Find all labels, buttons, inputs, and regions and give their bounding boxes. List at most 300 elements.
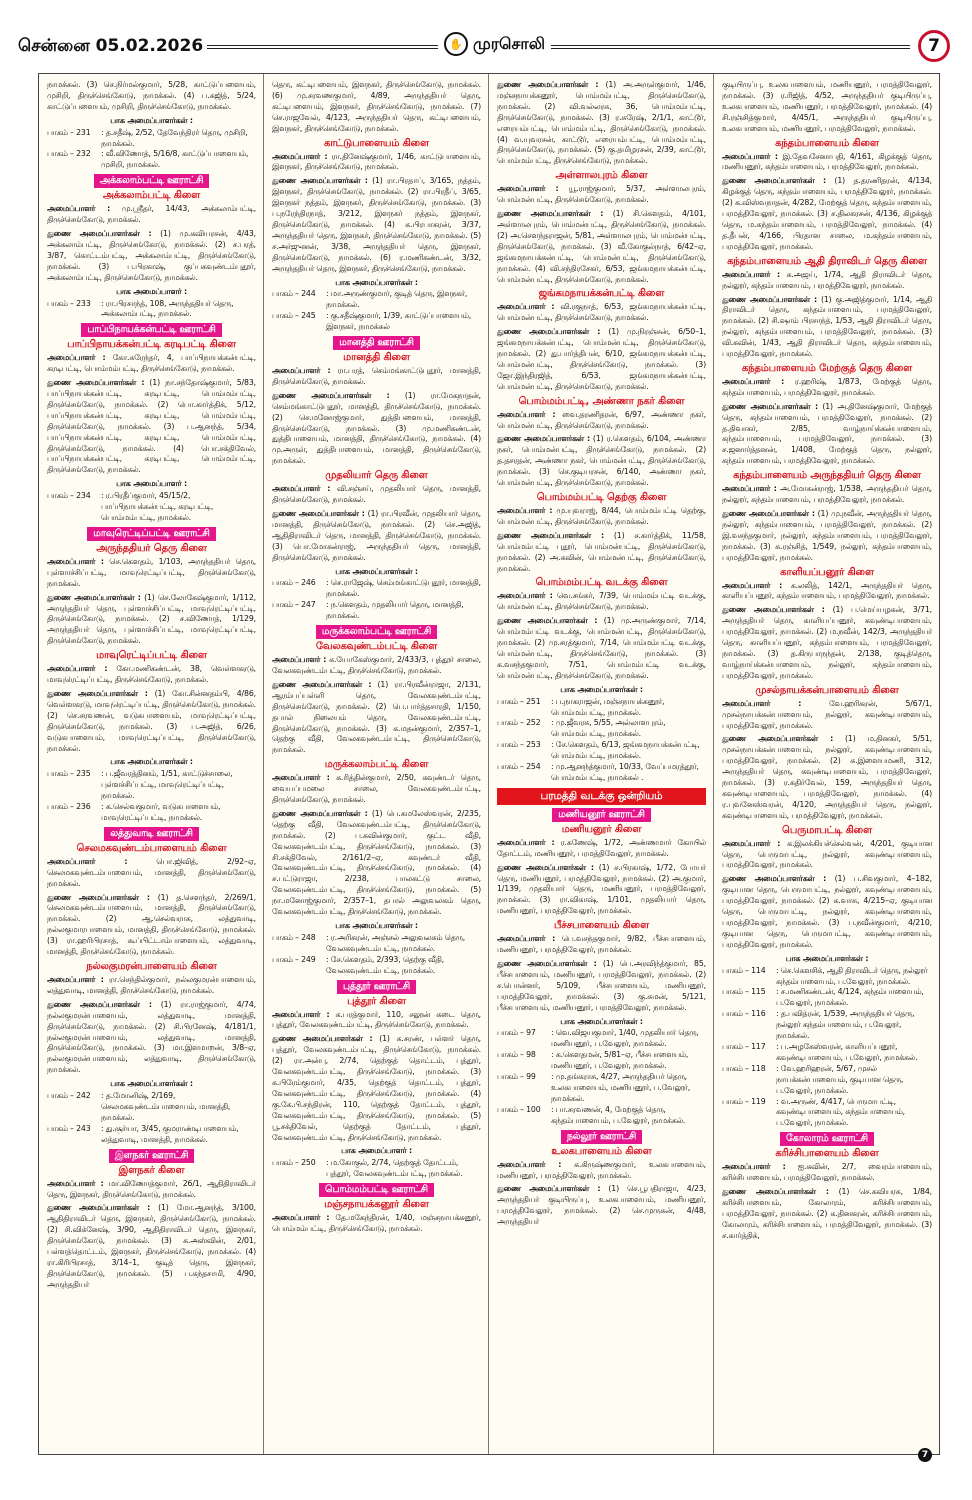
- entry-text: (1) ரா.பிரவீன், முதலியார் தெரு, மானத்தி, திருச்செங்கோடு, நாமக்கல். (2) செ.அஜித், ஆதிதிராவிடர் தெரு, மானத்தி, திருச்செங்கோடு, நாமக்கல். (3) பொ.மோகன்ராஜ், அருந்ததியர் தெரு, மானத்தி, திருச்செங்கோடு, நாமக்கல்.: [272, 509, 481, 562]
- role-label: அமைப்பாளர் :: [497, 184, 559, 194]
- role-label: அமைப்பாளர் :: [47, 353, 106, 363]
- panchayat-name: பாப்பிநாயக்கன்பட்டி ஊராட்சி: [81, 323, 221, 337]
- role-label: துணை அமைப்பாளர்கள் :: [497, 862, 594, 872]
- deputy-organizers-entry: [497, 434, 706, 489]
- role-label: துணை அமைப்பாளர்கள் :: [272, 1034, 373, 1044]
- role-label: அமைப்பாளர் :: [47, 1178, 104, 1188]
- panchayat-banner: [47, 827, 256, 841]
- role-label: துணை அமைப்பாளர்கள் :: [722, 874, 827, 884]
- entry-text: (1) அ.தினேஷ்குமார், மேற்குத் தெரு, கந்தம்பாளையம், பரமத்திவேலூர், நாமக்கல். (2) த.திவாகர், 2/85, வாழ்நாய்க்கன்பாளையம், கந்தம்பாளையம், பரமத்திவேலூர், நாமக்கல். (3) ச.ஜனார்த்தனன், 1/408, மேற்குத் தெரு, நல்லூர், கந்தம்பாளையம், பரமத்திவேலூர், நாமக்கல்.: [722, 401, 932, 466]
- deputy-organizers-entry: [47, 593, 256, 648]
- ward-number: பாகம் – 97: [497, 1028, 536, 1038]
- role-label: துணை அமைப்பாளர்கள் :: [272, 509, 365, 518]
- role-label: துணை அமைப்பாளர்கள் :: [722, 401, 818, 411]
- ward-number: பாகம் – 251: [497, 696, 541, 706]
- entry-text: (1) ரா.ராஜ்குமார், 4/74, நல்லகுமரன்பாளையம், லத்துவாடி, மானத்தி, திருச்செங்கோடு, நாமக்கல். (2) சி.பிரனேஷ், 4/181/1, நல்லகுமரன்பாளையம், லத்துவாடி, மானத்தி, திருச்செங்கோடு, நாமக்கல். (3) மா.இளமாறன், 3/8–ஏ, நல்லகுமரன்பாளையம், லத்துவாடி, திருச்செங்கோடு, நாமக்கல்.: [47, 999, 256, 1075]
- branch-heading: காட்டுபாளையம் கிளை: [324, 137, 429, 149]
- panchayat-banner: [722, 1132, 932, 1146]
- panchayat-banner: [272, 336, 481, 350]
- ward-number: பாகம் – 246: [272, 578, 316, 588]
- panchayat-banner: [272, 980, 481, 994]
- entry-text: யூ.ராஜ்குமார், 5/37, அள்ளாலபுரம், பொம்மன்பட்டி, திருச்செங்கோடு, நாமக்கல்.: [497, 184, 706, 205]
- role-label: அமைப்பாளர் :: [722, 580, 783, 590]
- branch-heading: மானத்தி கிளை: [343, 352, 410, 364]
- deputy-organizers-entry: [722, 509, 932, 564]
- entry-text: மு.ஸ்ரீதர், 14/43, அக்கலாம்பட்டி, திருச்செங்கோடு, நாமக்கல்.: [47, 204, 256, 225]
- ward-organizer: : க.கௌதமன், 5/81–ஏ, பீச்சபாளையம், மணியனூர், ப.வேலூர், நாமக்கல்.: [551, 1050, 689, 1071]
- entry-text: வெ.சங்கர், 7/39, பொம்மம்பட்டி வடக்கு, பொம்மன்பட்டி, திருச்செங்கோடு, நாமக்கல்.: [497, 591, 706, 612]
- drum-emblem-icon: ✋: [444, 32, 468, 56]
- role-label: அமைப்பாளர் :: [497, 506, 553, 515]
- entry-text: (1) த.தரணிதரன், 4/134, கிழக்குத் தெரு, கந்தம்பாளையம், பரமத்திவேலூர், நாமக்கல். (2) க.விஸ்வநாதன், 4/282, மேற்குத் தெரு, கந்தம்பாளையம், பரமத்திவேலூர், நாமக்கல். (3) ச.திலகரசன், 4/136, கிழக்குத் தெரு, ம.கந்தம்பாளையம், பரமத்திவேலூர், நாமக்கல். (4) த.தீபன், 4/166, பிரதான சாலை, ம.கந்தம்பாளையம், பரமத்திவேலூர், நாமக்கல்.: [722, 176, 932, 251]
- ward-row: [497, 1072, 706, 1105]
- ward-organizer: : மு.ஆனந்த்குமார், 10/33, வேப்பமரத்தூர், பொம்மம்பட்டி, நாமக்கல் .: [551, 762, 699, 782]
- masthead: [18, 30, 950, 64]
- ward-row: [47, 128, 256, 150]
- ward-organizer: : ர.பிரதீப்குமார், 45/15/2, பாப்பிநாயக்கன்பட்டி, கரடிபட்டி, பொம்மம்பட்டி, நாமக்கல்.: [101, 491, 214, 522]
- ward-number: பாகம் – 252: [497, 718, 541, 728]
- ward-number: பாகம் – 248: [272, 932, 316, 942]
- deputy-organizers-entry: [47, 1000, 256, 1076]
- role-label: அமைப்பாளர் :: [722, 838, 781, 848]
- ward-organizer: : சே.கௌதம், 2/393, தெற்கு வீதி, வேலகவுண்டம்பட்டி, நாமக்கல்.: [326, 954, 444, 975]
- ward-number: பாகம் – 245: [272, 311, 316, 321]
- branch-heading: கரிச்சிபாளையம் கிளை: [775, 1148, 879, 1160]
- ward-number: பாகம் – 250: [272, 1158, 316, 1168]
- ward-number: பாகம் – 242: [47, 1091, 91, 1101]
- branch-heading: உலகபாளையம் கிளை: [551, 1145, 652, 1157]
- entry-text: செ.கௌதம், 1/103, அருந்ததியர் தெரு, புள்ளாச்சிப்பட்டி, மாவுரெட்டிப்பட்டி, திருச்செங்கோடு, நாமக்கல்.: [47, 556, 256, 588]
- paper-name: முரசொலி: [473, 33, 545, 53]
- role-label: அமைப்பாளர் :: [272, 1213, 330, 1223]
- role-label: அமைப்பாளர் :: [497, 934, 556, 944]
- ward-organizer: : கு.சதீஷ்குமார், 1/39, காட்டுப்பாளையம், இளநகர், நாமக்கல்: [326, 311, 472, 332]
- entry-text: க.யோகேஸ்குமார், 2/433/3, புத்தூர் சாலை, வேலகவுண்டம்பட்டி, திருச்செங்கோடு, நாமக்கல்.: [272, 655, 481, 675]
- entry-text: (1) மு.நிரஞ்சன், 6/50–1, ஜங்கமநாயக்கன்பட்டி, பொம்மன்பட்டி, திருச்செங்கோடு, நாமக்கல். (2) து.பார்த்திபன், 6/10, ஜங்கமநாயக்கன்பட்டி, பொம்மன்பட்டி, திருச்செங்கோடு, நாமக்கல். (3) ஜோ.இந்திரஜித், 6/53, ஜங்கமநாயக்கன்பட்டி, பொம்மன்பட்டி, திருச்செங்கோடு, நாமக்கல்.: [497, 327, 706, 391]
- edition-date: சென்னை 05.02.2026: [18, 36, 207, 58]
- organizer-entry: [272, 773, 481, 806]
- ward-row: [722, 1009, 932, 1042]
- branch-heading: மாவுரெட்டிப்பட்டி கிளை: [96, 650, 207, 662]
- organizer-entry: [497, 838, 706, 860]
- ward-row: [47, 491, 256, 524]
- ward-number: பாகம் – 115: [722, 987, 766, 997]
- entry-text: ர.ஹரிஷ், 1/873, மேற்குத் தெரு, கந்தம்பாளையம், பரமத்திவேலூர், நாமக்கல்.: [722, 376, 932, 397]
- entry-text: (1) மு.அருண்குமார், 7/14, பொம்மம்பட்டி வடக்கு, பொம்மன்பட்டி, திருச்செங்கோடு, நாமக்கல். (2) மு.சரத்குமார், 7/14, பொம்மம்பட்டி வடக்கு, பொம்மன்பட்டி, திருச்செங்கோடு, நாமக்கல். (3) க.வசந்தகுமார், 7/51, பொம்மம்பட்டி வடக்கு, பொம்மன்பட்டி, திருச்செங்கோடு, நாமக்கல்.: [497, 616, 706, 680]
- ward-organizer: : ந.கௌதம், முதலியார் தெரு, மானத்தி, நாமக்கல்.: [326, 600, 464, 621]
- ward-number: பாகம் – 232: [47, 149, 91, 159]
- panchayat-banner: [47, 174, 256, 188]
- deputy-organizers-entry: [722, 605, 932, 681]
- entry-text: (1) ம.தினகர், 5/51, முசல்நாயக்கன்பாளையம், நல்லூர், கவுண்டிபாளையம், பரமத்திவேலூர், நாமக்கல். (2) க.இளையமணி, 312, அருந்ததியர் தெரு, கவுண்டிபாளையம், பரமத்திவேலூர், நாமக்கல். (3) ர.கதிர்வேல், 159, அருந்ததியர் தெரு, கவுண்டிபாளையம், பரமத்திவேலூர், நாமக்கல். (4) ர.புவனேஸ்வரன், 4/120, அருந்ததியர் தெரு, நல்லூர், கவுண்டிபாளையம், பரமத்திவேலூர், நாமக்கல்.: [722, 734, 932, 820]
- organizer-entry: [47, 557, 256, 590]
- branch-heading: காளியப்பனூர் கிளை: [780, 566, 874, 578]
- ward-row: [497, 762, 706, 784]
- branch-heading: புத்தூர் கிளை: [347, 995, 406, 1007]
- subheading: பாக அமைப்பாளர்கள் :: [110, 115, 193, 125]
- role-label: அமைப்பாளர் :: [722, 698, 802, 708]
- role-label: அமைப்பாளர் :: [722, 376, 785, 386]
- ward-row: [47, 802, 256, 824]
- page-number-badge: 7: [918, 30, 950, 62]
- ward-number: பாகம் – 236: [47, 802, 91, 812]
- role-label: துணை அமைப்பாளர்கள் :: [722, 294, 817, 304]
- organizer-entry: [722, 484, 932, 506]
- deputy-organizers-entry: [722, 402, 932, 467]
- entry-text: வி.ரகுநாத், 6/53, ஜங்கமநாயக்கன்பட்டி, பொம்மன்பட்டி, திருச்செங்கோடு, நாமக்கல்.: [497, 302, 706, 323]
- ward-number: பாகம் – 243: [47, 1123, 91, 1133]
- role-label: துணை அமைப்பாளர்கள் :: [272, 176, 368, 186]
- deputy-organizers-entry: [722, 1187, 932, 1242]
- entry-text: (1) க.சரண், பள்ளர் தெரு, புத்தூர், வேலகவுண்டம்பட்டி, திருச்செங்கோடு, நாமக்கல். (2) ரா.அன்பு, 2/74, தெற்குத் தொட்டம், புத்தூர், வேலகவுண்டம்பட்டி, திருச்செங்கோடு, நாமக்கல். (3) க.பிரேம்குமார், 4/35, தெற்குத் தொட்டம், புத்தூர், வேலகவுண்டம்பட்டி, திருச்செங்கோடு, நாமக்கல். (4) கு.கே.பி.சந்திரன், 110, தெற்குத் தோட்டம், புத்தூர், வேலகவுண்டம்பட்டி, திருச்செங்கோடு, நாமக்கல். (5) பூ.சக்திவேல், தெற்குத் தோட்டம், புத்தூர், வேலகவுண்டம்பட்டி, திருச்செங்கோடு, நாமக்கல்.: [272, 1034, 481, 1142]
- ward-organizer: : மா.அருண்குமார், குடித் தெரு, இளநகர், நாமக்கல்.: [326, 289, 468, 310]
- entry-text: (1) பெ.அரவிந்த்குமார், 85, பீச்சபாளையம், மணியனூர், பரமத்திவேலூர், நாமக்கல். (2) ச.பொன்னர், 5/109, பீச்சபாளையம், மணியனூர், பரமத்திவேலூர், நாமக்கல். (3) கு.சுமன், 5/121, பீச்சபாளையம், மணியனூர், பரமத்திவேலூர், நாமக்கல்.: [497, 959, 706, 1012]
- organizer-entry: [47, 1179, 256, 1201]
- panchayat-name: புத்தூர் ஊராட்சி: [337, 980, 416, 994]
- ward-organizer: : சே.கௌதம், 6/13, ஜங்கமநாயக்கன்பட்டி, பொம்மம்பட்டி, நாமக்கல்.: [551, 740, 700, 761]
- branch-heading: கந்தம்பாளையம் கிளை: [775, 137, 879, 149]
- entry-text: இ.தேவசேனாபதி, 4/161, கிழக்குத் தெரு, மணியனூர், கந்தம்பாளையம், பரமத்திவேலூர், நாமக்கல்.: [722, 151, 932, 172]
- ward-organizer: : ப.ஜீவரத்தினம், 1/51, காட்டுச்சாலை, புள்ளச்சிப்பட்டி, மாவுரெட்டிப்பட்டி, நாமக்கல்.: [101, 769, 233, 801]
- column-1: [39, 74, 264, 1454]
- organizer-entry: [47, 353, 256, 375]
- ward-organizer: : வீ.விணோத், 5/16/8, காட்டுப்பாளையம், முசிறி, நாமக்கல்.: [101, 149, 249, 170]
- union-heading-bar: பரமத்தி வடக்கு ஒன்றியம்: [497, 788, 706, 805]
- entry-text: (1) பெ.கமலேஸ்வரன், 2/235, தெற்கு வீதி, வேலகவுண்டம்பட்டி, திருச்செங்கோடு, நாமக்கல். (2) ப.கவின்குமார், குட்ட வீதி, வேலகவுண்டம்பட்டி, திருச்செங்கோடு, நாமக்கல். (3) சி.சக்திவேல், 2/161/2–ஏ, கவுண்டர் வீதி, வேலகவுண்டம்பட்டி, திருச்செங்கோடு, நாமக்கல். (4) ச.பட்டுராஜா, 2/238, பாலகட்டு சாலை, வேலகவுண்டம்பட்டி, திருச்செங்கோடு, நாமக்கல். (5) நா.மனோஜ்குமார், 2/357–1, தபால் அலுவலகம் தெரு, வேலகவுண்டம்பட்டி, திருச்செங்கோடு, நாமக்கல்.: [272, 808, 481, 917]
- entry-text: (1) ரா.பிரதாப், 3/165, நத்தம், இளநகர், திருச்செங்கோடு, நாமக்கல். (2) ரா.பிரதீப், 3/65, இளநகர் நத்தம், இளநகர், திருச்செங்கோடு, நாமக்கல். (3) ப.நரேந்திரநாத், 3/212, இளநகர் நத்தம், இளநகர், திருச்செங்கோடு, நாமக்கல். (4) க.பிரபாகரன், 3/37, அருந்ததியர் தெரு, இளநகர், திருச்செங்கோடு, நாமக்கல். (5) ச.அர்ஜுனன், 3/38, அருந்ததியர் தெரு, இளநகர், திருச்செங்கோடு, நாமக்கல். (6) ர.மணிகண்டன், 3/32, அருந்ததியர் தெரு, இளநகர், திருச்செங்கோடு, நாமக்கல்.: [272, 176, 481, 273]
- organizer-entry: [722, 270, 932, 292]
- entry-text: (1) மு.நவீன், அருந்ததியர் தெரு, நல்லூர், கந்தம்பாளையம், பரமத்திவேலூர், நாமக்கல். (2) இ.வசந்தகுமார், நல்லூர், கந்தம்பாளையம், பரமத்திவேலூர், நாமக்கல். (3) சு.ரஞ்சித், 1/549, நல்லூர், கந்தம்பாளையம், பரமத்திவேலூர், நாமக்கல்.: [722, 509, 932, 562]
- subheading: பாக அமைப்பாளர்கள் :: [560, 684, 643, 694]
- ward-row: [272, 289, 481, 311]
- role-label: அமைப்பாளர் :: [722, 484, 777, 494]
- deputy-organizers-entry: [47, 1203, 256, 1290]
- entry-text: (1) செ.கவியரசு, 1/84, கரிச்சிபாளையம், கோலாரம், கரிச்சிபாளையம், பரமத்திவேலூர், நாமக்கல். (2) க.தினகரன், கரிச்சிபாளையம், கோலாரம், கரிச்சிபாளையம், பரமத்திவேலூர், நாமக்கல். (3) ச.கார்த்திக்,: [722, 1187, 932, 1240]
- ward-number: பாகம் – 235: [47, 769, 91, 779]
- role-label: துணை அமைப்பாளர்கள் :: [497, 530, 604, 540]
- ward-row: [497, 1105, 706, 1127]
- ward-organizer: : மு.தங்கராசு, 4/27, அருந்ததியர் தெரு, உலகபாளையம், மணியனூர், ப.வேலூர், நாமக்கல்.: [551, 1072, 691, 1103]
- organizer-entry: [47, 664, 256, 686]
- branch-heading: இளநகர் கிளை: [118, 1164, 185, 1176]
- role-label: துணை அமைப்பாளர்கள் :: [272, 390, 390, 400]
- entry-text: குடியிருப்பு, உலகபாளையம், மணியனூர், பரமத்திவேலூர், நாமக்கல். (3) ர.ரிஜித், 4/52, அருந்ததியர் குடியிருப்பு, உலகபாளையம், மணியனூர், பரமத்திவேலூர், நாமக்கல். (4) சி.ரஞ்சித்குமார், 4/45/1, அருந்ததியர் குடியிருப்பு, உலகபாளையம், மணியனூர், பரமத்திவேலூர், நாமக்கல்.: [722, 80, 932, 133]
- ward-number: பாகம் – 99: [497, 1072, 536, 1082]
- panchayat-name: மாவுரெட்டிப்பட்டி ஊராட்சி: [87, 527, 215, 541]
- role-label: அமைப்பாளர் :: [47, 664, 108, 674]
- role-label: துணை அமைப்பாளர்கள் :: [272, 679, 372, 689]
- ward-row: [722, 1097, 932, 1130]
- entry-text: மு.யுவராஜ், 8/44, பொம்மம்பட்டி தெற்கு, பொம்மன்பட்டி, திருச்செங்கோடு, நாமக்கல்.: [497, 506, 706, 526]
- footer-page-number: 7: [918, 1448, 932, 1462]
- panchayat-banner: [497, 1130, 706, 1144]
- entry-text: (1) ப.சிவகுமார், 4–182, குடியான தெரு, பெருமாபட்டி, நல்லூர், கவுண்டிபாளையம், பரமத்திவேலூர், நாமக்கல். (2) க.வாசு, 4/215–ஏ, குடியான தெரு, பெருமாபட்டி, நல்லூர், கவுண்டிபாளையம், பரமத்திவேலூர், நாமக்கல். (3) ப.நவீன்குமார், 4/210, குடியான தெரு, பெருமாபட்டி, கவுண்டிபாளையம், பரமத்திவேலூர், நாமக்கல்.: [722, 874, 932, 949]
- ward-organizer: : ர.அரிகரன், அஞ்சல் அலுவலகம் தெரு, வேலகவுண்டம்பட்டி, நாமக்கல்.: [326, 932, 466, 953]
- organizer-entry: [497, 184, 706, 206]
- organizer-entry: [47, 204, 256, 226]
- ward-organizer: : ப.நாகராஜன், மஞ்சநாயக்கனூர், பொம்மம்பட்டி, நாமக்கல்.: [551, 696, 665, 717]
- entry-text: நாமக்கல். (3) செ.நிர்மல்குமார், 5/28, காட்டுப்பளையம், முசிறி, திருச்செங்கோடு, நாமக்கல். (4) ப.கஜித், 5/24, காட்டுப்பளையம், முசிறி, திருச்செங்கோடு, நாமக்கல்.: [47, 80, 256, 111]
- panchayat-banner: [47, 1149, 256, 1163]
- entry-text: ஐ.கவின், 2/7, வைரம்பாளையம், கரிச்சிபாளையம், பரமத்திவேலூர், நாமக்கல்.: [722, 1162, 932, 1183]
- entry-text: ரா.பரத், செம்மங்காட்டுபுதூர், மானத்தி, திருச்செங்கோடு, நாமக்கல்.: [272, 366, 481, 386]
- deputy-organizers-entry: [722, 295, 932, 360]
- deputy-organizers-entry: [272, 680, 481, 756]
- ward-row: [272, 311, 481, 333]
- deputy-organizers-entry: [272, 809, 481, 918]
- role-label: துணை அமைப்பாளர்கள் :: [47, 378, 145, 388]
- panchayat-banner: [272, 625, 481, 639]
- branch-heading: வேலகவுண்டம்பட்டி கிளை: [315, 641, 438, 653]
- panchayat-banner: [47, 527, 256, 541]
- ward-number: பாகம் – 116: [722, 1009, 766, 1019]
- entry-text: ர.கணேஷ், 1/72, அண்ணமார் கோயில் தோட்டம், மணியனூர், பரமத்திவேலூர், நாமக்கல்.: [497, 837, 706, 858]
- organizer-entry: [272, 484, 481, 506]
- role-label: அமைப்பாளர் :: [47, 556, 104, 566]
- branch-heading: முசல்நாயக்கன்பாளையம் கிளை: [755, 684, 899, 696]
- ward-row: [722, 966, 932, 988]
- role-label: அமைப்பாளர் :: [272, 151, 328, 161]
- subheading: பாக அமைப்பாளர்கள் :: [335, 277, 418, 287]
- branch-heading: நல்லகுமரன்பாளையம் கிளை: [86, 961, 217, 972]
- panchayat-name: இளநகர் ஊராட்சி: [109, 1149, 195, 1163]
- ward-organizer: : ரா.பிரசாந்த், 108, அருந்ததியர் தெரு, அக்கலாம்பட்டி, நாமக்கல்.: [101, 298, 234, 319]
- role-label: அமைப்பாளர் :: [497, 591, 553, 601]
- deputy-organizers-entry: [47, 689, 256, 754]
- organizer-entry: [497, 934, 706, 956]
- deputy-organizers-entry: [722, 176, 932, 252]
- subheading: பாக அமைப்பாளர் :: [116, 286, 187, 296]
- column-3: [489, 74, 714, 1454]
- ward-row: [272, 578, 481, 600]
- entry-text: தே.மகேந்திரன், 1/40, மஞ்சநாயக்கனூர், பொம்மம்பட்டி, திருச்செங்கோடு, நாமக்கல்.: [272, 1213, 481, 1234]
- branch-heading: கந்தம்பாளையம் ஆதி திராவிடர் தெரு கிளை: [727, 255, 927, 267]
- deputy-organizers-entry: [272, 176, 481, 274]
- organizer-entry: [272, 655, 481, 677]
- role-label: அமைப்பாளர் :: [272, 366, 331, 376]
- ward-organizer: : து.சூர்யா, 3/45, குமராண்டிபாளையம், லத்துவாடி, மானத்தி, நாமக்கல்.: [101, 1123, 239, 1144]
- role-label: துணை அமைப்பாளர்கள் :: [497, 959, 597, 968]
- ward-number: பாகம் – 119: [722, 1096, 766, 1106]
- deputy-organizers-entry: [272, 1034, 481, 1143]
- ward-number: பாகம் – 234: [47, 491, 91, 501]
- role-label: அமைப்பாளர் :: [722, 1162, 786, 1172]
- entry-text: (1) செ.பூபதிராஜா, 4/23, அருந்ததியர் குடியிருப்பு, உலகபாளையம், மணியனூர், பரமத்திவேலூர், நாமக்கல். (2) செ.முருகன், 4/48, அருந்ததியர்: [497, 1184, 706, 1227]
- organizer-entry: [722, 839, 932, 872]
- organizer-entry: [722, 699, 932, 732]
- panchayat-name: லத்துவாடி ஊராட்சி: [104, 827, 199, 841]
- role-label: துணை அமைப்பாளர்கள் :: [47, 229, 152, 239]
- entry-text: (1) மோ.ஆனந்த், 3/100, ஆதிதிராவிடர் தெரு, இளநகர், திருச்செங்கோடு, நாமக்கல். (2) சி.விக்னேஷ், 3/90, ஆதிதிராவிடர் தெரு, இளநகர், திருச்செங்கோடு, நாமக்கல். (3) க.அஸ்வின், 2/01, பள்ளத்தொட்டம், இளநகர், திருச்செங்கோடு, நாமக்கல். (4) ரா.கிரிபிரசாத், 3/14–1, குடித் தெரு, இளநகர், திருச்செங்கோடு, நாமக்கல். (5) ப.கந்தசாமி, 4/90, அருந்ததியர்: [47, 1203, 256, 1289]
- ward-number: பாகம் – 244: [272, 289, 316, 299]
- organizer-entry: [497, 302, 706, 324]
- paper-brand: [438, 32, 551, 56]
- entry-text: (1) சி.கௌதம், 4/101, அள்ளாலபுரம், பொம்மன்பட்டி, திருச்செங்கோடு, நாமக்கல். (2) அ.சௌந்தராஜன், 5/81, அள்ளாலபுரம், பொம்மன்பட்டி, திருச்செங்கோடு, நாமக்கல். (3) வீ.கோகுல்நாத், 6/42–ஏ, ஜங்கமநாயக்கன்பட்டி, பொம்மன்பட்டி, திருச்செங்கோடு, நாமக்கல். (4) வி.சந்திரசேகர், 6/53, ஜங்கமநாயக்கன்பட்டி, பொம்மன்பட்டி, திருச்செங்கோடு, நாமக்கல்.: [497, 209, 706, 284]
- entry-text: (1) ச.பிரகாஷ், 1/72, போயர் தெரு, மணியனூர், பரமத்திவேலூர், நாமக்கல். (2) அ.குமார், 1/139, முதலியார் தெரு, மணியனூர், பரமத்திவேலூர், நாமக்கல். (3) ரா.விகாஷ், 1/101, முதலியார் தெரு, மணியனூர், பரமத்திவேலூர், நாமக்கல்.: [497, 862, 706, 916]
- ward-organizer: : மு.ஜீவரசு, 5/55, அல்லாளபுரம், பொம்மம்பட்டி, நாமக்கல்.: [551, 718, 666, 739]
- subheading: பாக அமைப்பாளர்கள் :: [110, 757, 193, 767]
- ward-row: [47, 769, 256, 802]
- entry-text: (1) செ.லோகேஷ்குமார், 1/112, அருந்ததியர் தெரு, புள்ளாச்சிப்பட்டி, மாவுரெட்டிப்பட்டி, திருச்செங்கோடு, நாமக்கல். (2) ச.விணோத், 1/129, அருந்ததியர் தெரு, புள்ளாச்சிப்பட்டி, மாவுரெட்டிப்பட்டி, திருச்செங்கோடு, நாமக்கல்.: [47, 592, 256, 646]
- entry-text: (1) நா.சந்தோஷ்குமார், 5/83, பாப்பிநாயக்கன்பட்டி, கரடிபட்டி, பொம்மம்பட்டி, திருச்செங்கோடு, நாமக்கல். (2) பொ.கார்த்திக், 5/12, பாப்பிநாயக்கன்பட்டி, கரடிபட்டி, பொம்மம்பட்டி, திருச்செங்கோடு, நாமக்கல். (3) ப.ஆனந்த், 5/34, பாப்பிநாயக்கன்பட்டி, கரடிபட்டி, பொம்மம்பட்டி, திருச்செங்கோடு, நாமக்கல். (4) பொ.சக்திவேல், பாப்பிநாயக்கன்பட்டி, கரடிபட்டி, பொம்மம்பட்டி, திருச்செங்கோடு, நாமக்கல்.: [47, 378, 256, 475]
- deputy-organizers-entry: [497, 959, 706, 1014]
- deputy-organizers-entry: [47, 378, 256, 476]
- role-label: துணை அமைப்பாளர்கள் :: [497, 80, 599, 89]
- continued-text: [722, 80, 932, 135]
- subheading: பாக அமைப்பாளர்கள் :: [785, 953, 869, 963]
- role-label: துணை அமைப்பாளர்கள் :: [497, 1184, 601, 1194]
- role-label: அமைப்பாளர் :: [47, 204, 111, 214]
- role-label: துணை அமைப்பாளர்கள் :: [497, 434, 590, 444]
- entry-text: (1) ரா.பிரவீன்ராஜா, 2/131, ஆரம்பப்பள்ளி தெரு, வேலகவுண்டம்பட்டி, திருச்செங்கோடு, நாமக்கல். (2) பெ.பார்த்தசாரதி, 1/150, தபால் நிலையம் தெரு, வேலகவுண்டம்பட்டி, திருச்செங்கோடு, நாமக்கல். (3) க.மதன்குமார், 2/357–1, தெற்கு வீதி, வேலகவுண்டம்பட்டி, திருச்செங்கோடு, நாமக்கல்.: [272, 679, 481, 755]
- continued-text: [272, 80, 481, 135]
- entry-text: பெ.வசந்தகுமார், 9/82, பீச்சபாளையம், மணியனூர், பரமத்திவேலூர், நாமக்கல்.: [497, 934, 706, 955]
- entry-text: வை.தரணிதரன், 6/97, அண்ணா நகர், பொம்மன்பட்டி, திருச்செங்கோடு, நாமக்கல்.: [497, 409, 706, 430]
- ward-organizer: : பா.சரவணன், 4, மேற்குத் தெரு, கந்தம்பாளையம், ப.வேலூர், நாமக்கல்.: [551, 1104, 686, 1125]
- role-label: துணை அமைப்பாளர்கள் :: [497, 327, 601, 337]
- subheading: பாக அமைப்பாளர்கள் :: [110, 1079, 193, 1089]
- ward-row: [497, 740, 706, 762]
- deputy-organizers-entry: [497, 80, 706, 167]
- panchayat-name: மணியனூர் ஊராட்சி: [552, 808, 651, 822]
- organizer-entry: [497, 410, 706, 432]
- ward-number: பாகம் – 100: [497, 1104, 541, 1114]
- entry-text: வி.சஞ்சய், முதலியார் தெரு, மானத்தி, திருச்செங்கோடு, நாமக்கல்.: [272, 484, 481, 505]
- organizer-entry: [272, 366, 481, 388]
- panchayat-name: அக்கலாம்பட்டி ஊராட்சி: [94, 174, 210, 188]
- role-label: அமைப்பாளர் :: [272, 1009, 330, 1019]
- organizer-entry: [497, 1160, 706, 1182]
- ward-row: [722, 987, 932, 1009]
- panchayat-name: பொம்மம்பட்டி ஊராட்சி: [319, 1183, 434, 1197]
- role-label: அமைப்பாளர் :: [272, 484, 331, 494]
- entry-text: க.பரத்குமார், 110, சலூன் கடை தெரு, புத்தூர், வேலகவுண்டம்பட்டி, திருச்செங்கோடு, நாமக்கல்.: [272, 1009, 481, 1030]
- entry-text: வே.ஹரிகரன், 5/67/1, முசல்நாயக்கன்பாளையம், நல்லூர், கவுண்டிபாளையம், பரமத்திவேலூர், நாமக்கல்.: [722, 698, 932, 730]
- ward-row: [272, 600, 481, 622]
- ward-organizer: : த.சதீஷ், 2/52, தேவேந்திரர் தெரு, முசிறி, நாமக்கல்.: [101, 127, 248, 148]
- ward-number: பாகம் – 98: [497, 1050, 536, 1060]
- ward-row: [47, 1124, 256, 1146]
- ward-organizer: : வெ.விஜயகுமார், 1/40, முதலியார் தெரு, மணியனூர், ப.வேலூர், நாமக்கல்.: [551, 1028, 699, 1049]
- ward-number: பாகம் – 114: [722, 965, 766, 975]
- branch-heading: முதலியார் தெரு கிளை: [325, 470, 428, 482]
- entry-text: கோ.சுரேந்தர், 4, பாப்பிநாயக்கன்பட்டி, கரடிபட்டி, பொம்மம்பட்டி, திருச்செங்கோடு, நாமக்கல்.: [47, 353, 256, 374]
- role-label: துணை அமைப்பாளர்கள் :: [722, 176, 826, 186]
- ward-organizer: : ம.கோகுல், 2/74, தெற்குத் தோட்டம், புத்தூர், வேலகவுண்டம்பட்டி, நாமக்கல்.: [326, 1158, 463, 1179]
- ward-number: பாகம் – 249: [272, 954, 316, 964]
- panchayat-banner: [497, 808, 706, 822]
- deputy-organizers-entry: [497, 209, 706, 285]
- branch-heading: பீச்சபாளையம் கிளை: [554, 920, 649, 932]
- ward-organizer: : க.செல்வகுமார், வடுகபாளையம், மாவுரெட்டிப்பட்டி, நாமக்கல்.: [101, 802, 221, 822]
- ward-row: [272, 955, 481, 977]
- ward-number: பாகம் – 254: [497, 762, 541, 772]
- ward-organizer: : ச.மணிகண்டன், 4/124, கந்தம்பாளையம், ப.வேலூர், நாமக்கல்.: [776, 987, 924, 1008]
- continued-text: [47, 80, 256, 113]
- entry-text: (1) கு.அஜித்குமார், 1/14, ஆதி திராவிடர் தெரு, கந்தம்பாளையம், பரமத்திவேலூர், நாமக்கல். (2) சி.ஷாம் பிரசாந்த், 1/53, ஆதி திராவிடர் தெரு, நல்லூர், கந்தம்பாளையம், பரமத்திவேலூர், நாமக்கல். (3) வி.கவின், 1/43, ஆதி திராவிடர் தெரு, கந்தம்பாளையம், பரமத்திவேலூர், நாமக்கல்.: [722, 294, 932, 359]
- deputy-organizers-entry: [47, 229, 256, 284]
- entry-text: க.கிருஷ்ணகுமார், உலகபாளையம், மணியனூர், பரமத்திவேலூர், நாமக்கல்.: [497, 1159, 706, 1180]
- panchayat-name: மானத்தி ஊராட்சி: [333, 336, 420, 350]
- ward-row: [497, 1050, 706, 1072]
- role-label: துணை அமைப்பாளர்கள் :: [722, 509, 815, 518]
- entry-text: அ.மோகன்ராஜ், 1/538, அருந்ததியர் தெரு, நல்லூர், கந்தம்பாளையம், பரமத்திவேலூர், நாமக்கல்.: [722, 484, 932, 505]
- organizer-entry: [722, 152, 932, 174]
- ward-number: பாகம் – 247: [272, 600, 316, 610]
- organizer-entry: [497, 506, 706, 528]
- subheading: பாக அமைப்பாளர்கள் :: [335, 566, 418, 576]
- entry-text: பொ.ஜிவித், 2/92–ஏ, செலமகவுண்டம்பாளையம், மானத்தி, திருச்செங்கோடு, நாமக்கல்.: [47, 856, 256, 888]
- role-label: அமைப்பாளர் :: [47, 975, 104, 984]
- entry-text: ரா.செந்தில்குமார், நல்லகுமரன்பாளையம், லத்துவாடி, மானத்தி, திருச்செங்கோடு, நாமக்கல்.: [47, 975, 256, 995]
- branch-heading: ஜங்கமநாயக்கன்பட்டி கிளை: [538, 288, 665, 300]
- entry-text: (1) அ.அருள்குமார், 1/46, மஞ்சநாயக்கனூர், பொம்மம்பட்டி, திருச்செங்கோடு, நாமக்கல். (2) வி.வல்லரசு, 36, பொம்மம்பட்டி, திருச்செங்கோடு, நாமக்கல். (3) ர.சுரேஷ், 2/1/1, காட்டூர், எரையம்பட்டி, பொம்மம்பட்டி, திருச்செங்கோடு, நாமக்கல். (4) வ.யுவரசன், காட்டூர், எரையம்பட்டி, பொம்மம்பட்டி, திருச்செங்கோடு, நாமக்கல். (5) கு.தமிழரசன், 2/39, காட்டூர், பொம்மம்பட்டி, திருச்செங்கோடு, நாமக்கல்.: [497, 80, 706, 166]
- ward-row: [722, 1064, 932, 1097]
- entry-text: (1) ர.கௌதம், 6/104, அண்ணா நகர், பொம்மன்பட்டி, திருச்செங்கோடு, நாமக்கல். (2) த.தசரதன், அண்ணா நகர், பொம்மன்பட்டி, திருச்செங்கோடு, நாமக்கல். (3) செ.குடியரசன், 6/140, அண்ணா நகர், பொம்மன்பட்டி, திருச்செங்கோடு, நாமக்கல்.: [497, 434, 706, 488]
- subheading: பாக அமைப்பாளர்கள் :: [560, 1016, 643, 1026]
- role-label: அமைப்பாளர் :: [47, 856, 128, 866]
- branch-heading: பொம்மம்பட்டி, அண்ணா நகர் கிளை: [518, 395, 685, 407]
- role-label: அமைப்பாளர் :: [272, 655, 327, 665]
- ward-row: [497, 1028, 706, 1050]
- deputy-organizers-entry: [722, 734, 932, 821]
- panchayat-name: நல்லூர் ஊராட்சி: [561, 1130, 642, 1144]
- branch-heading: பாப்பிநாயக்கன்பட்டி கரடிபட்டி கிளை: [67, 339, 236, 351]
- ward-organizer: : த.பவித்ரன், 1/539, அருந்ததியர் தெரு, நல்லூர் கந்தம்பாளையம், ப.வேலூர், நாமக்கல்.: [776, 1009, 915, 1041]
- branch-heading: அக்கலாம்பட்டி கிளை: [102, 190, 201, 202]
- deputy-organizers-entry: [272, 509, 481, 564]
- role-label: துணை அமைப்பாளர்கள் :: [722, 734, 834, 744]
- ward-row: [272, 933, 481, 955]
- ward-organizer: : வே.ஹரிஹரன், 5/67, முசல் நாயக்கன்பாளையம், குடியான தெரு, ப.வேலூர், நாமக்கல்.: [776, 1063, 904, 1095]
- entry-text: (1) ப.மெய்யழகன், 3/71, அருந்ததியர் தெரு, காளியப்பனூர், கவுண்டிபாளையம், பரமத்திவேலூர், நாமக்கல். (2) ம.நவீன், 142/3, அருந்ததியர் தெரு, காளியப்பனூர், கந்தம்பாளையம், பரமத்திவேலூர், நாமக்கல். (3) த.கிருபாநந்தன், 2/138, குடித்தெரு, வாழ்நாய்க்கன்பாளையம், நல்லூர், கந்தம்பாளையம், பரமத்திவேலூர், நாமக்கல்.: [722, 605, 932, 680]
- subheading: பாக அமைப்பாளர் :: [116, 479, 187, 489]
- branch-heading: செலமகவுண்டம்பாளையம் கிளை: [76, 842, 227, 854]
- organizer-entry: [47, 975, 256, 997]
- role-label: அமைப்பாளர் :: [272, 773, 330, 783]
- entry-text: (1) மு.கவியரசன், 4/43, அக்கலாம்பட்டி, திருச்செங்கோடு, நாமக்கல். (2) ச.பரத், 3/87, கொட்டம்பட்டி, அக்கலாம்பட்டி, திருச்செங்கோடு, நாமக்கல். (3) ப.பிரகாஷ், குப்பகவுண்டம்புதூர், அக்கலாம்பட்டி, திருச்செங்கோடு, நாமக்கல்.: [47, 229, 256, 282]
- ward-row: [47, 1091, 256, 1124]
- branch-heading: கந்தம்பாளையம் அருந்ததியர் தெரு கிளை: [733, 470, 921, 482]
- entry-text: (1) கோ.சின்னதம்பி, 4/86, வெள்ளகரடு, மாவுரெட்டிப்பட்டி, திருச்செங்கோடு, நாமக்கல். (2) செ.சரவணன், வடுகபாளையம், மாவுரெட்டிப்பட்டி, திருச்செங்கோடு, நாமக்கல். (3) ப.அஜித், 6/26, வடுகபாளையம், மாவுரெட்டிப்பட்டி, திருச்செங்கோடு, நாமக்கல்.: [47, 688, 256, 753]
- entry-text: (1) த.சௌந்தர், 2/269/1, செலமகவுண்டம்பாளையம், மானத்தி, திருச்செங்கோடு, நாமக்கல். (2) ஆ.செல்வராசு, லத்துவாடி, நல்லகுமாரபாளையம், மானத்தி, திருச்செங்கோடு, நாமக்கல். (3) ரா.ஹரிபிரசாத், கூப்பிட்டாம்பாளையம், லத்துவாடி, மானத்தி, திருச்செங்கோடு, நாமக்கல்.: [47, 892, 256, 957]
- ward-row: [47, 299, 256, 321]
- role-label: துணை அமைப்பாளர்கள் :: [722, 1187, 829, 1197]
- role-label: துணை அமைப்பாளர்கள் :: [47, 892, 150, 902]
- branch-heading: மணியனூர் கிளை: [561, 823, 642, 835]
- deputy-organizers-entry: [722, 874, 932, 950]
- ward-row: [497, 718, 706, 740]
- role-label: துணை அமைப்பாளர்கள் :: [497, 616, 598, 626]
- role-label: அமைப்பாளர் :: [497, 302, 555, 312]
- ward-number: பாகம் – 231: [47, 127, 91, 137]
- role-label: அமைப்பாளர் :: [497, 837, 555, 847]
- deputy-organizers-entry: [272, 391, 481, 467]
- role-label: துணை அமைப்பாளர்கள் :: [272, 808, 368, 818]
- entry-text: க.ரித்தின்குமார், 2/50, கவுண்டர் தெரு, வையப்பமலை சாலை, வேலகவுண்டம்பட்டி, திருச்செங்கோடு, நாமக்கல்.: [272, 773, 481, 805]
- branch-heading: பொம்மம்பட்டி தெற்கு கிளை: [536, 492, 667, 503]
- deputy-organizers-entry: [497, 616, 706, 681]
- entry-text: (1) ச.கார்த்திக், 11/58, பொம்மம்பட்டி புதூர், பொம்மன்பட்டி, திருச்செங்கோடு, நாமக்கல். (2) அ.கவின், பொம்மன்பட்டி, திருச்செங்கோடு, நாமக்கல்.: [497, 530, 706, 573]
- organizer-entry: [272, 1010, 481, 1032]
- branch-heading: பொம்மம்பட்டி வடக்கு கிளை: [535, 577, 668, 589]
- organizer-entry: [722, 581, 932, 603]
- branch-heading: கந்தம்பாளையம் மேற்குத் தெரு கிளை: [741, 362, 913, 374]
- column-2: [264, 74, 489, 1454]
- ward-number: பாகம் – 233: [47, 298, 91, 308]
- ward-organizer: : ப.அழகேஸ்வரன், காளியப்பனூர், கவுண்டிபாளையம், ப.வேலூர், நாமக்கல்.: [776, 1041, 918, 1062]
- entry-text: மா.விணோத்குமார், 26/1, ஆதிதிராவிடர் தெரு, இளநகர், திருச்செங்கோடு, நாமக்கல்.: [47, 1178, 256, 1199]
